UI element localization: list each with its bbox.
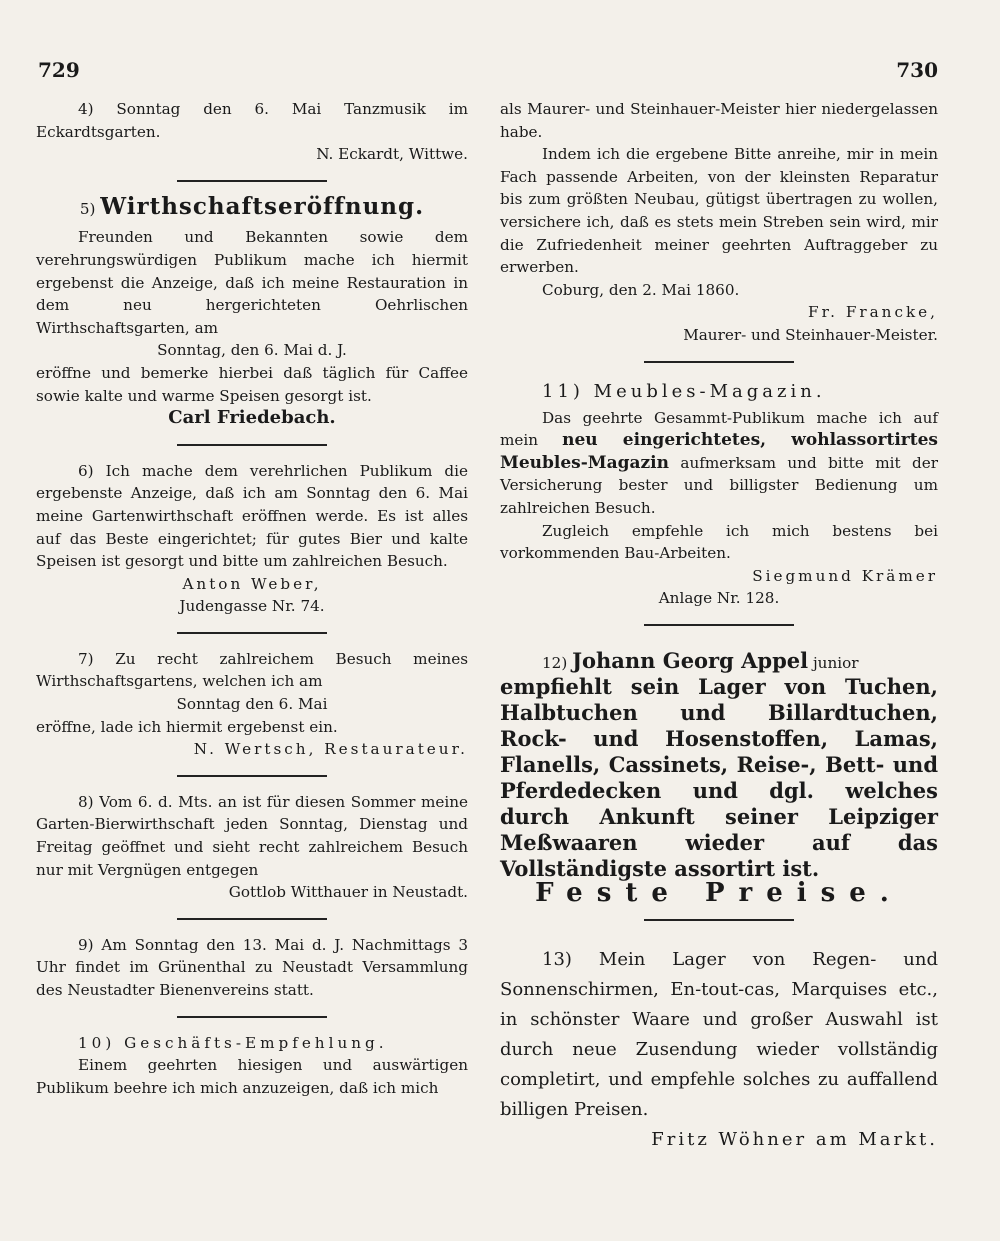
ad-11-signature-address: Anlage Nr. 128. [658,589,780,608]
ad-12-heading [500,647,938,675]
ad-10-text: Einem geehrten hiesigen und auswärtigen Publikum beehre ich mich anzuzeigen, daß ich mich [36,1056,468,1097]
ad-10-signature-name: Fr. Francke, [808,303,938,322]
ad-5-title: Wirthschaftseröffnung. [100,192,425,220]
ad-6-signature-name: Anton Weber, [182,574,322,593]
separator [644,361,794,363]
ad-6-signature-address: Judengasse Nr. 74. [179,597,325,616]
ad-5-date: Sonntag, den 6. Mai d. J. [157,341,347,360]
right-column [500,98,938,1155]
ad-4-signature: N. Eckardt, Wittwe. [316,145,468,164]
ad-4-text: 4) Sonntag den 6. Mai Tanzmusik im Eckardtsgarten. [36,100,468,141]
separator [644,624,794,626]
ad-8-text: 8) Vom 6. d. Mts. an ist für diesen Sommer meine Garten-Bierwirthschaft jeden Sonntag, Dienstag und Freitag geöffnet und sieht recht zahlreichem Besuch nur mit Vergnügen entgegen [36,792,468,879]
ad-10-heading: 10) Geschäfts-Empfehlung. [78,1033,388,1052]
ad-8-signature: Gottlob Witthauer in Neustadt. [228,883,468,902]
left-column [36,98,468,1099]
separator [177,180,327,182]
ad-12-suffix: junior [812,653,859,672]
ad-5-number: 5) [79,199,96,218]
ad-11-emphasis: neu eingerichtetes, wohlassortirtes Meubles-Magazin [500,430,938,473]
ad-7-signature: N. Wertsch, Restaurateur. [193,740,468,759]
ad-11-signature-name: Siegmund Krämer [752,566,938,585]
ad-10-continued-text: als Maurer- und Steinhauer-Meister hier niedergelassen habe. [500,100,938,141]
ad-12-text: empfiehlt sein Lager von Tuchen, Halbtuchen und Billardtuchen, Rock- und Hosenstoffen, Lamas, Flanells, Cassinets, Reise-, Bett- und Pferdedecken und dgl. welches durch Ankunft seiner Leipziger Meßwaaren wieder auf das Vollständigste assortirt ist. [500,674,938,882]
ad-10-signature-title: Maurer- und Steinhauer-Meister. [683,325,938,344]
ad-11-text-before: Das geehrte Gesammt-Publikum mache ich auf mein [500,408,938,450]
separator [177,444,327,446]
separator [177,632,327,634]
ad-11-text-2: Zugleich empfehle ich mich bestens bei vorkommenden Bau-Arbeiten. [500,521,938,563]
ad-12-closing: Feste Preise. [535,878,903,909]
separator [177,775,327,777]
page-number-right: 730 [896,58,938,82]
ad-7-date: Sonntag den 6. Mai [176,695,328,714]
ad-10-date: Coburg, den 2. Mai 1860. [542,280,740,299]
page-number-left: 729 [38,58,80,82]
separator [644,919,794,921]
separator [177,918,327,920]
separator [177,1016,327,1018]
ad-11-text [500,407,938,520]
ad-12-number: 12) [542,653,568,672]
ad-11-text-after: aufmerksam und bitte mit der Versicherung bester und billigster Bedienung um zahlreichen Besuch. [500,453,939,517]
ad-9-text: 9) Am Sonntag den 13. Mai d. J. Nachmittags 3 Uhr findet im Grünenthal zu Neustadt Versammlung des Neustadter Bienenvereins statt. [36,935,468,999]
ad-5-text-2: eröffne und bemerke hierbei daß täglich für Caffee sowie kalte und warme Speisen gesorgt ist. [36,363,468,405]
ad-10-continued-text-2: Indem ich die ergebene Bitte anreihe, mir in mein Fach passende Arbeiten, von der kleinsten Reparatur bis zum größten Neubau, gütigst übertragen zu wollen, versichere ich, daß es stets mein Streben sein wird, mir die Zufriedenheit meiner geehrten Auftraggeber zu erwerben. [500,145,938,277]
ad-12-name: Johann Georg Appel [572,647,809,673]
ad-11-heading: 11) Meubles-Magazin. [542,380,826,402]
ad-5-text: Freunden und Bekannten sowie dem verehrungswürdigen Publikum mache ich hiermit ergebenst die Anzeige, daß ich meine Restauration in dem neu hergerichteten Oehrlischen Wirthschaftsgarten, am [36,228,468,337]
ad-7-text: 7) Zu recht zahlreichem Besuch meines Wirthschaftsgartens, welchen ich am [36,649,468,691]
ad-13-text: 13) Mein Lager von Regen- und Sonnenschirmen, En-tout-cas, Marquises etc., in schönster Waare und großer Auswahl ist durch neue Zusendung wieder vollständig completirt, und empfehle solches zu auffallend billigen Preisen. [500,949,938,1121]
ad-5-heading [36,192,468,221]
ad-13-signature: Fritz Wöhner am Markt. [651,1129,938,1151]
ad-7-text-2: eröffne, lade ich hiermit ergebenst ein. [36,717,338,736]
ad-6-text: 6) Ich mache dem verehrlichen Publikum die ergebenste Anzeige, daß ich am Sonntag den 6. Mai meine Gartenwirthschaft eröffnen werde. Es ist alles auf das Beste eingerichtet; für gutes Bier und kalte Speisen ist gesorgt und bitte um zahlreichen Besuch. [36,461,468,571]
ad-5-signature: Carl Friedebach. [168,407,336,429]
